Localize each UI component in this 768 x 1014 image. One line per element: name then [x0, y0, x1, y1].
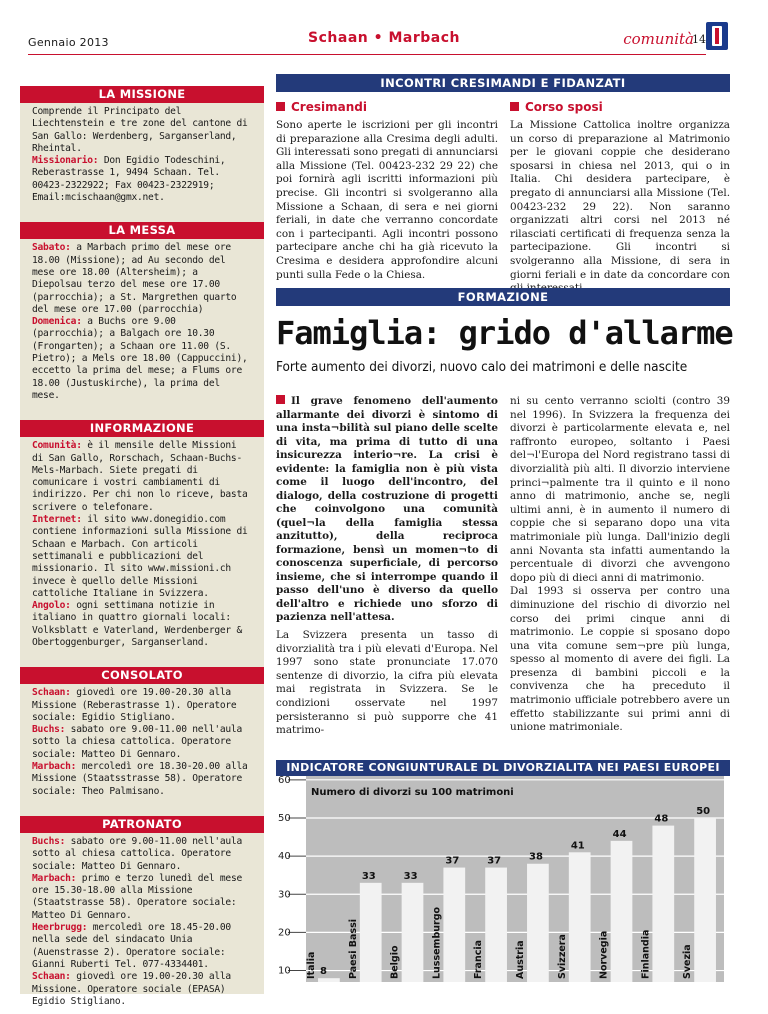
sposi-title: Corso sposi	[525, 100, 603, 114]
sidebar-block-missione	[20, 103, 264, 210]
y-tick-label: 30	[278, 889, 291, 901]
patronato-label-1: Buchs:	[32, 835, 66, 847]
bar	[360, 883, 382, 982]
article-col2-para-2: Dal 1993 si osserva per contro una diminuzione del rischio di divorzio nel corso dei primi cinque anni di matrimonio. Le coppie si sposano dopo una vita comune sem¬pre più lunga, spesso al momento di avere dei figli. La presenza di bambini piccoli e la convivenza che ha preceduto il matrimonio ufficiale potrebbero avere un effetto stabilizzante sui primi anni di unione matrimoniale.	[510, 585, 730, 734]
bar-value-label: 50	[696, 805, 711, 817]
flag-icon	[706, 22, 728, 50]
patronato-label-2: Marbach:	[32, 872, 77, 884]
messa-text-2: a Buchs ore 9.00 (parrocchia); a Balgach ore 10.30 (Frongarten); a Schaan ore 11.00 (S. Pietro); a Mels ore 18.00 (Cappuccini), eccetto la prima del mese; a Flums ore 18.00 (Justuskirche), la prima del mese.	[32, 316, 248, 401]
patronato-label-3: Heerbrugg:	[32, 922, 88, 934]
consolato-text-3: mercoledì ore 18.30-20.00 alla Missione (Staatsstrasse 58). Operatore sociale: Theo Palmisano.	[32, 761, 248, 797]
article-lead-text: Il grave fenomeno dell'aumento allarmante dei divorzi è sintomo di una insta¬bilità sul piano delle scelte di vita, ma prima di tutto di una insicurezza interio¬re. La crisi è evidente: la famiglia non è più vista come il luogo dell'incontro, del dialogo, della costruzione di progetti che coinvolgono una comunità (quel¬la della famiglia stessa anzitutto), della reciproca formazione, bensì un momen¬to di conoscenza superficiale, di percorso insieme, che si interrompe quando il passo dell'uno è diverso da quello dell'altro e richiede uno sforzo di pazienza nell'attesa.	[276, 395, 498, 623]
info-text-3: ogni settimana notizie in italiano in quattro giornali locali: Volksblatt e Vaterland, Werdenberger & Obertoggenburger, Sarganserland.	[32, 600, 242, 648]
cresimandi-title: Cresimandi	[291, 100, 367, 114]
y-tick-label: 10	[278, 965, 291, 977]
chart-subtitle: Numero di divorzi su 100 matrimoni	[311, 787, 514, 798]
category-label: Svizzera	[556, 934, 568, 979]
bar	[611, 841, 633, 982]
messa-label-2: Domenica:	[32, 316, 82, 328]
bar-value-label: 37	[487, 855, 502, 867]
category-label: Belgio	[389, 945, 401, 979]
bar-value-label: 8	[320, 966, 328, 978]
y-tick-label: 50	[278, 812, 291, 824]
sidebar-block-consolato	[20, 684, 264, 804]
article-paragraph-2: La Svizzera presenta un tasso di divorzialità tra i più elevati d'Europa. Nel 1997 sono state pronunciate 17.070 sentenze di divorzio, la cifra più elevata mai registrata in Svizzera. Se le condizioni osservate nel 1997 persisteranno si può supporre che 41 matrimo-	[276, 629, 498, 737]
bar	[694, 818, 716, 982]
category-label: Lussemburgo	[431, 906, 443, 979]
article-title: Famiglia: grido d'allarme	[276, 314, 733, 352]
category-label: Francia	[473, 939, 485, 979]
header-rule	[28, 54, 706, 55]
consolato-label-2: Buchs:	[32, 724, 66, 736]
sidebar-heading-missione: LA MISSIONE	[20, 86, 264, 103]
patronato-label-4: Schaan:	[32, 971, 71, 983]
info-text-1: è il mensile delle Missioni di San Gallo, Rorschach, Schaan-Buchs-Mels-Marbach. Siete pregati di comunicare i vostri cambiamenti di indirizzo. Per chi non lo riceve, basta scrivere o telefonare.	[32, 440, 248, 513]
missione-label-1: Missionario:	[32, 155, 99, 167]
divorce-chart	[276, 760, 730, 982]
y-tick-label: 20	[278, 927, 291, 939]
cresimandi-text: Sono aperte le iscrizioni per gli incontri di preparazione alla Cresima degli adulti. Gli interessati sono pregati di annunciarsi alla Missione (Tel. 00423-232 29 22) che poi fornirà agli iscritti informazioni più precise. Gli incontri si svolgeranno alla Missione a Schaan, di sera e nei giorni feriali, in date che verranno concordate con i partecipanti. Agli incontri possono partecipare anche chi ha già ricevuto la Cresima e desidera approfondire alcuni punti sulla Fede o la Chiesa.	[276, 119, 498, 281]
patronato-text-3: mercoledì ore 18.45-20.00 nella sede del sindacato Unia (Auenstrasse 2). Operatore sociale: Gianni Ruberti Tel. 077-4334401.	[32, 922, 231, 970]
sidebar-block-messa	[20, 239, 264, 408]
sidebar-heading-informazione: INFORMAZIONE	[20, 420, 264, 437]
messa-text-1: a Marbach primo del mese ore 18.00 (Missione); ad Au secondo del mese ore 18.00 (Altersheim); a Diepolsau terzo del mese ore 17.00 (parrocchia); a St. Margrethen quarto del mese ore 17.00 (parrocchia)	[32, 242, 237, 315]
sposi-text: La Missione Cattolica inoltre organizza un corso di preparazione al Matrimonio per le giovani coppie che desiderano sposarsi in chiesa nel 2013, qui o in Italia. Chi desidera partecipare, è pregato di annunciarsi alla Missione (Tel. 00423-232 29 22). Non saranno organizzati altri corsi nel 2013 né rilasciati certificati di frequenza senza la partecipazione. Gli incontri si svolgeranno alla Missione, di sera in giorni feriali e in date da concordare con	[510, 119, 730, 281]
consolato-text-2: sabato ore 9.00-11.00 nell'aula sotto la chiesa cattolica. Operatore sociale: Matteo Di Gennaro.	[32, 724, 242, 760]
patronato-text-4: giovedì ore 19.00-20.30 alla Missione. Operatore sociale (EPASA) Egidio Stigliano.	[32, 971, 231, 1007]
page-header	[0, 0, 768, 66]
article-subtitle: Forte aumento dei divorzi, nuovo calo dei matrimoni e delle nascite	[276, 359, 688, 375]
section-bar-incontri: INCONTRI CRESIMANDI E FIDANZATI	[276, 74, 730, 92]
bar-value-label: 44	[612, 828, 627, 840]
category-label: Italia	[306, 951, 318, 979]
sidebar-block-patronato	[20, 833, 264, 1014]
sidebar-block-informazione	[20, 437, 264, 655]
info-text-2: il sito www.donegidio.com contiene informazioni sulla Missione di Schaan e Marbach. Con articoli settimanali e pubblicazioni del missionario. Il sito www.missioni.ch invece è quello delle Missioni cattoliche Italiane in Svizzera.	[32, 514, 248, 599]
category-label: Norvegia	[598, 930, 610, 979]
section-bar-formazione: FORMAZIONE	[276, 288, 730, 306]
y-tick-label: 40	[278, 851, 291, 863]
consolato-label-3: Marbach:	[32, 761, 77, 773]
article-lead	[276, 395, 498, 625]
article-col2-para-1: ni su cento verranno sciolti (contro 39 nel 1996). In Svizzera la frequenza dei divorzi è particolarmente elevata e, nel raffronto europeo, soltanto i Paesi del¬l'Europa del Nord registrano tassi di divorzialità più alti. Il divorzio interviene princi¬palmente tra il quinto e il nono anno di matrimonio, anche se, negli ultimi anni, è in aumento il numero di coppie che si separano dopo una vita matrimoniale più lunga. Dall'inizio degli anni Novanta sta infatti aumentando la percentuale di divorzi che avvengono dopo più di dieci anni di matrimonio.	[510, 395, 730, 584]
square-bullet-icon	[276, 395, 285, 404]
bar	[485, 868, 507, 982]
chart-svg	[276, 776, 730, 982]
bar-value-label: 33	[361, 870, 376, 882]
sidebar	[20, 86, 264, 1007]
bar	[527, 864, 549, 982]
bar-value-label: 33	[403, 870, 418, 882]
info-label-2: Internet:	[32, 514, 82, 526]
sidebar-heading-messa: LA MESSA	[20, 222, 264, 239]
bar	[569, 852, 591, 982]
missione-text-1: Don Egidio Todeschini, Reberastrasse 1, 9494 Schaan. Tel. 00423-2322922; Fax 00423-2322919; Email:mcischaan@gmx.net.	[32, 155, 226, 204]
category-label: Austria	[515, 940, 527, 979]
bar-value-label: 41	[570, 840, 585, 852]
info-label-1: Comunità:	[32, 440, 82, 452]
section-place: Schaan • Marbach	[308, 30, 460, 46]
bar	[402, 883, 424, 982]
sidebar-heading-patronato: PATRONATO	[20, 816, 264, 833]
cresimandi-heading	[276, 100, 367, 114]
article-column-2	[510, 395, 730, 735]
bar-value-label: 48	[654, 813, 669, 825]
bar-value-label: 37	[445, 855, 460, 867]
issue-date: Gennaio 2013	[28, 36, 109, 49]
sidebar-heading-consolato: CONSOLATO	[20, 667, 264, 684]
square-bullet-icon	[276, 102, 285, 111]
category-label: Paesi Bassi	[347, 919, 359, 979]
bar-value-label: 38	[529, 851, 543, 863]
category-label: Finlandia	[640, 929, 652, 979]
info-label-3: Angolo:	[32, 600, 71, 612]
bar	[318, 978, 340, 982]
patronato-text-1: sabato ore 9.00-11.00 nell'aula sotto al chiesa cattolica. Operatore sociale: Matteo Di Gennaro.	[32, 835, 242, 872]
bar	[443, 868, 465, 982]
consolato-label-1: Schaan:	[32, 687, 71, 699]
patronato-text-2: primo e terzo lunedì del mese ore 15.30-18.00 alla Missione (Staatstrasse 58). Operatore sociale: Matteo Di Gennaro.	[32, 872, 242, 921]
magazine-name: comunità	[623, 30, 694, 48]
consolato-text-1: giovedì ore 19.00-20.30 alla Missione (Reberastrasse 1). Operatore sociale: Egidio Stigliano.	[32, 687, 237, 723]
page-number: 14	[692, 33, 706, 46]
missione-text: Comprende il Principato del Liechtenstein e tre zone del cantone di San Gallo: Werdenberg, Sarganserland, Rheintal.	[32, 106, 248, 154]
bar	[652, 826, 674, 982]
square-bullet-icon	[510, 102, 519, 111]
sposi-heading	[510, 100, 603, 114]
y-tick-label: 60	[278, 774, 291, 786]
category-label: Svezia	[682, 944, 694, 979]
chart-title: INDICATORE CONGIUNTURALE DL DIVORZIALITA NEI PAESI EUROPEI	[276, 760, 730, 776]
messa-label-1: Sabato:	[32, 242, 71, 254]
